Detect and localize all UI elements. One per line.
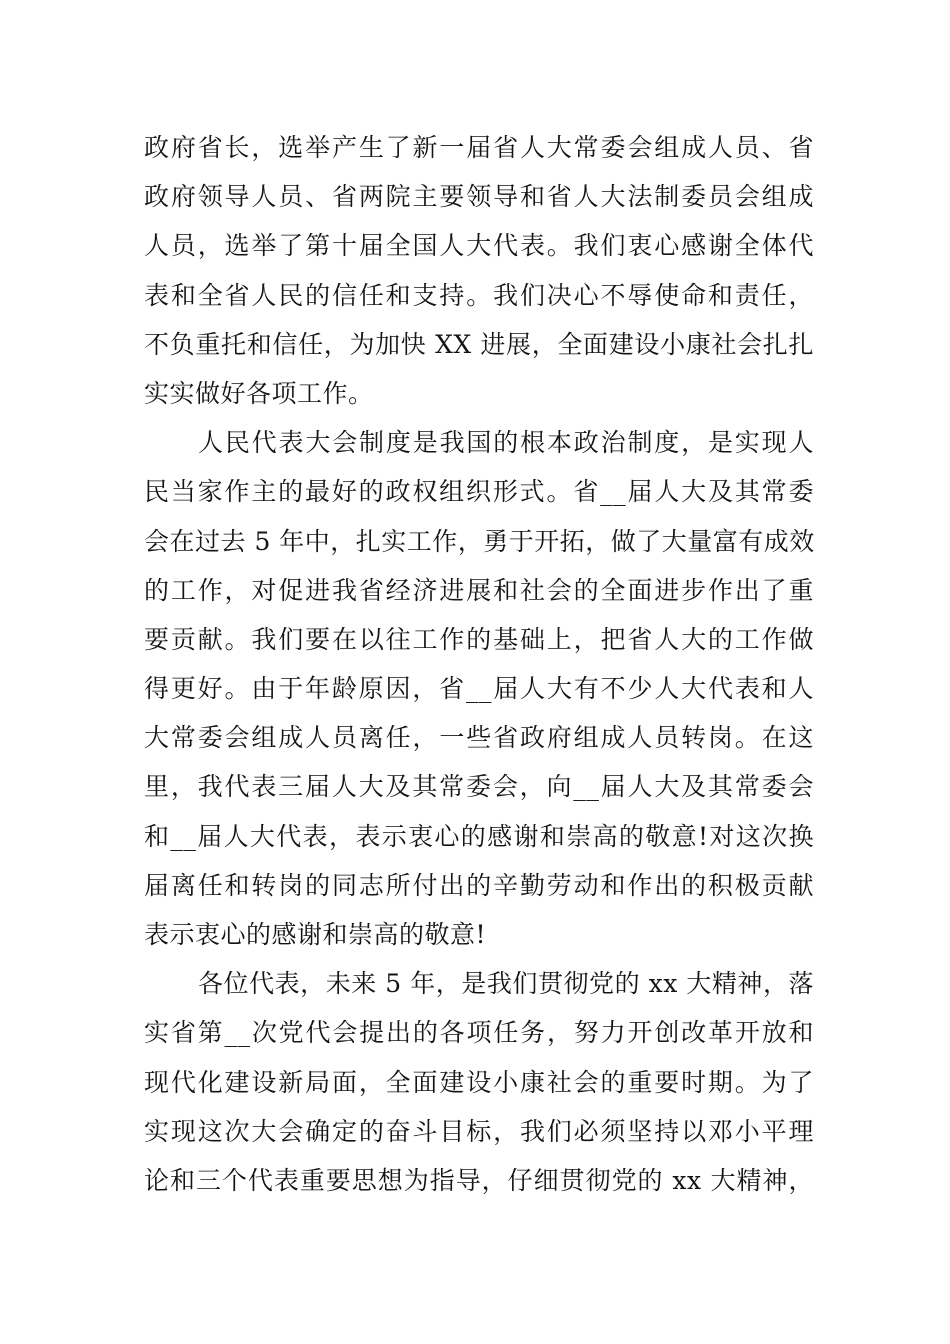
paragraph-2 <box>144 418 814 959</box>
text-line: 人员，选举了第十届全国人大代表。我们衷心感谢全体代 <box>144 231 814 261</box>
document-body <box>144 123 814 1205</box>
text-line: 得更好。由于年龄原因，省__届人大有不少人大代表和人 <box>144 674 814 704</box>
text-line: 届离任和转岗的同志所付出的辛勤劳动和作出的积极贡献 <box>144 870 814 900</box>
text-line: 里，我代表三届人大及其常委会，向__届人大及其常委会 <box>144 772 814 802</box>
text-line: 的工作，对促进我省经济进展和社会的全面进步作出了重 <box>144 575 814 605</box>
text-line: 大常委会组成人员离任，一些省政府组成人员转岗。在这 <box>144 723 814 753</box>
text-line: 不负重托和信任，为加快 XX 进展，全面建设小康社会扎扎 <box>144 329 814 359</box>
text-line: 要贡献。我们要在以往工作的基础上，把省人大的工作做 <box>144 624 814 654</box>
text-line: 人民代表大会制度是我国的根本政治制度，是实现人 <box>198 428 814 458</box>
text-line: 现代化建设新局面，全面建设小康社会的重要时期。为了 <box>144 1067 814 1097</box>
text-line: 和__届人大代表，表示衷心的感谢和崇高的敬意!对这次换 <box>144 821 814 851</box>
text-line: 表和全省人民的信任和支持。我们决心不辱使命和责任， <box>144 280 814 310</box>
paragraph-3 <box>144 959 814 1205</box>
text-line: 实现这次大会确定的奋斗目标，我们必须坚持以邓小平理 <box>144 1116 814 1146</box>
text-line: 实省第__次党代会提出的各项任务，努力开创改革开放和 <box>144 1018 814 1048</box>
text-line: 政府领导人员、省两院主要领导和省人大法制委员会组成 <box>144 182 814 212</box>
text-line: 论和三个代表重要思想为指导，仔细贯彻党的 xx 大精神， <box>144 1165 814 1195</box>
text-line: 民当家作主的最好的政权组织形式。省__届人大及其常委 <box>144 477 814 507</box>
text-line: 会在过去 5 年中，扎实工作，勇于开拓，做了大量富有成效 <box>144 526 815 556</box>
paragraph-1 <box>144 123 814 418</box>
text-line: 各位代表，未来 5 年，是我们贯彻党的 xx 大精神，落 <box>198 969 814 999</box>
text-line: 政府省长，选举产生了新一届省人大常委会组成人员、省 <box>144 133 814 162</box>
text-line: 表示衷心的感谢和崇高的敬意! <box>144 920 487 949</box>
text-line: 实实做好各项工作。 <box>144 378 374 408</box>
